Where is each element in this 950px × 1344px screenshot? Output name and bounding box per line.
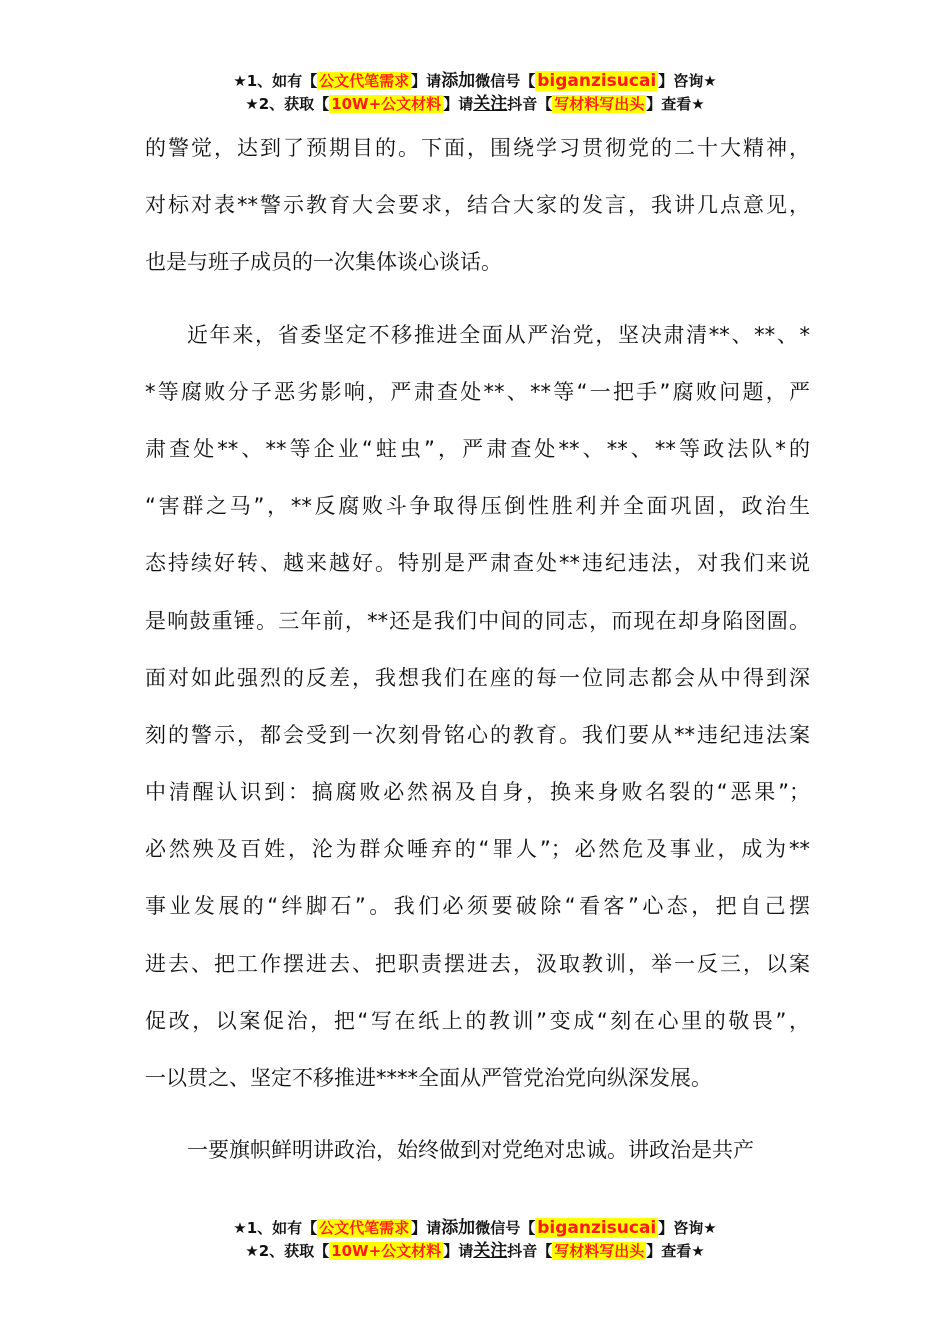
promo-line-2 bbox=[0, 93, 950, 116]
text-line: 促改，以案促治，把“写在纸上的教训”变成“刻在心里的敬畏”， bbox=[145, 1008, 810, 1033]
promo-text: 微信号【 bbox=[475, 1219, 536, 1237]
promo-wechat-id: biganzisucai bbox=[537, 71, 657, 91]
text-line: 事业发展的“绊脚石”。我们必须要破除“看客”心态，把自己摆 bbox=[145, 894, 810, 919]
promo-highlight: 公文代笔需求 bbox=[319, 1219, 410, 1237]
promo-text: 】请 bbox=[411, 1219, 442, 1237]
text-line: 中清醒认识到：搞腐败必然祸及自身，换来身败名裂的“恶果”； bbox=[145, 780, 810, 805]
text-line: 面对如此强烈的反差，我想我们在座的每一位同志都会从中得到深 bbox=[145, 665, 810, 690]
footer-promo-banner bbox=[0, 1217, 950, 1263]
promo-text: 】请 bbox=[443, 95, 474, 113]
promo-line-1 bbox=[0, 1217, 950, 1240]
promo-text: 抖音【 bbox=[507, 95, 553, 113]
promo-highlight: 公文代笔需求 bbox=[319, 72, 410, 90]
promo-highlight: 10W+公文材料 bbox=[331, 1242, 442, 1260]
promo-line-2 bbox=[0, 1240, 950, 1263]
promo-text: 】请 bbox=[411, 72, 442, 90]
text-line: 态持续好转、越来越好。特别是严肃查处**违纪违法，对我们来说 bbox=[145, 551, 810, 576]
promo-text: 】请 bbox=[443, 1242, 474, 1260]
promo-douyin-name: 写材料写出头 bbox=[554, 95, 645, 113]
promo-emphasis: 关注 bbox=[473, 1241, 508, 1261]
promo-highlight: 10W+公文材料 bbox=[331, 95, 442, 113]
promo-text: 微信号【 bbox=[475, 72, 536, 90]
promo-text: ★1、如有【 bbox=[233, 1219, 318, 1237]
text-line: 一要旗帜鲜明讲政治，始终做到对党绝对忠诚。讲政治是共产 bbox=[187, 1138, 754, 1163]
text-line: 刻的警示，都会受到一次刻骨铭心的教育。我们要从**违纪违法案 bbox=[145, 722, 810, 747]
text-line: 的警觉，达到了预期目的。下面，围绕学习贯彻党的二十大精神， bbox=[145, 136, 810, 160]
promo-text: 抖音【 bbox=[507, 1242, 553, 1260]
promo-text: 】咨询★ bbox=[658, 72, 717, 90]
promo-emphasis: 添加 bbox=[441, 1218, 476, 1238]
text-line: “害群之马”，**反腐败斗争取得压倒性胜利并全面巩固，政治生 bbox=[145, 494, 810, 519]
text-line: 近年来，省委坚定不移推进全面从严治党，坚决肃清**、**、* bbox=[187, 322, 810, 347]
promo-text: 】查看★ bbox=[646, 95, 705, 113]
header-promo-banner bbox=[0, 70, 950, 116]
promo-text: ★1、如有【 bbox=[233, 72, 318, 90]
text-line: 肃查处**、**等企业“蛀虫”，严肃查处**、**、**等政法队*的 bbox=[145, 436, 810, 461]
text-line: 也是与班子成员的一次集体谈心谈话。 bbox=[145, 250, 502, 275]
promo-text: ★2、获取【 bbox=[245, 95, 330, 113]
text-line: 是响鼓重锤。三年前，**还是我们中间的同志，而现在却身陷囹圄。 bbox=[145, 608, 810, 633]
promo-emphasis: 关注 bbox=[473, 94, 508, 114]
promo-wechat-id: biganzisucai bbox=[537, 1218, 657, 1238]
document-body bbox=[145, 120, 810, 1179]
promo-text: 】查看★ bbox=[646, 1242, 705, 1260]
promo-text: 】咨询★ bbox=[658, 1219, 717, 1237]
promo-emphasis: 添加 bbox=[441, 71, 476, 91]
text-line: 对标对表**警示教育大会要求，结合大家的发言，我讲几点意见， bbox=[145, 193, 810, 218]
promo-text: ★2、获取【 bbox=[245, 1242, 330, 1260]
promo-line-1 bbox=[0, 70, 950, 93]
text-line: 进去、把工作摆进去、把职责摆进去，汲取教训，举一反三，以案 bbox=[145, 951, 810, 976]
text-line: *等腐败分子恶劣影响，严肃查处**、**等“一把手”腐败问题，严 bbox=[145, 379, 810, 404]
promo-douyin-name: 写材料写出头 bbox=[554, 1242, 645, 1260]
text-line: 一以贯之、坚定不移推进****全面从严管党治党向纵深发展。 bbox=[145, 1066, 712, 1090]
text-line: 必然殃及百姓，沦为群众唾弃的“罪人”；必然危及事业，成为** bbox=[145, 837, 810, 862]
